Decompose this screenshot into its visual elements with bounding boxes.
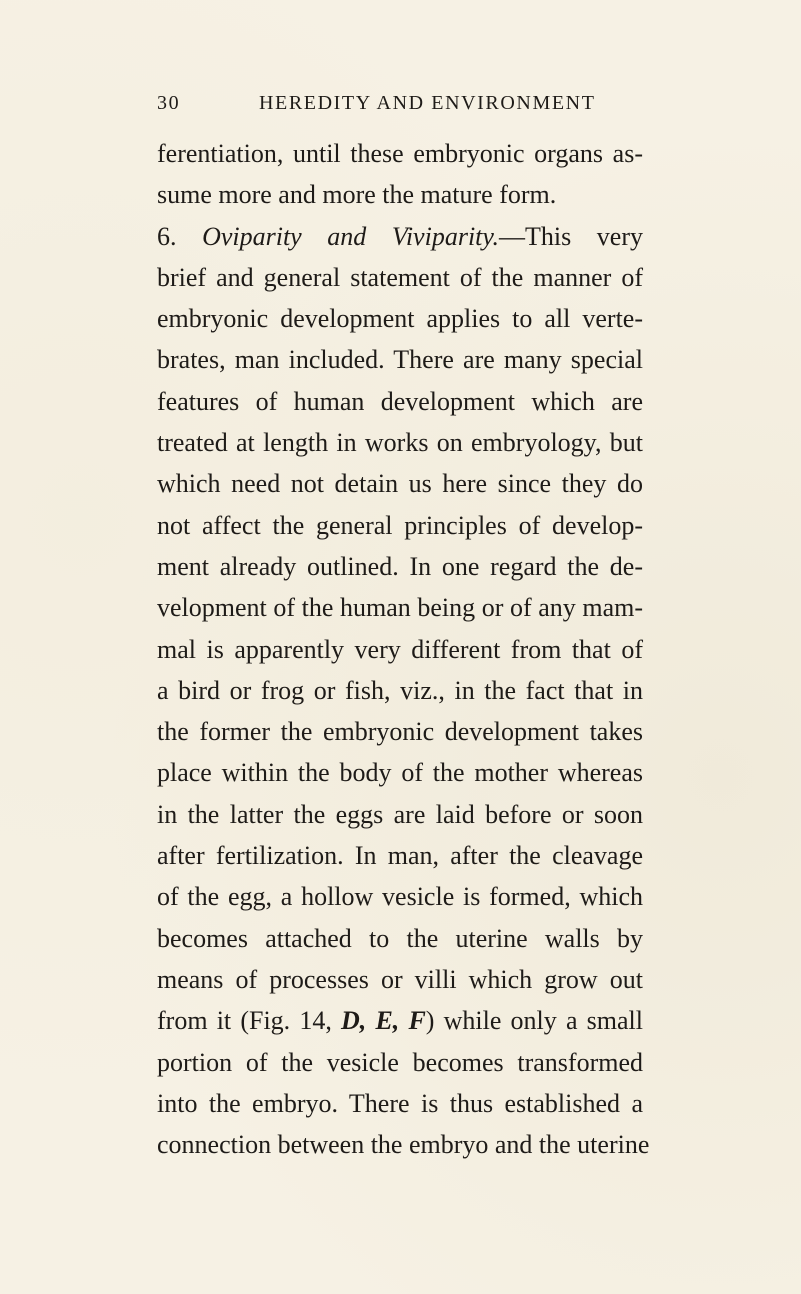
text-line: sume more and more the mature form. [157, 180, 557, 210]
figure-ref-tail: ) while only a small [425, 1006, 643, 1036]
running-head: HEREDITY AND ENVIRONMENT [259, 92, 596, 114]
section-heading-line [157, 216, 643, 257]
text-line: of the egg, a hollow vesicle is formed, which [157, 882, 643, 912]
figure-ref-letters: D, E, F [341, 1006, 426, 1036]
section-number: 6. [157, 221, 203, 251]
page-number: 30 [157, 92, 181, 114]
text-line: velopment of the human being or of any mam- [157, 593, 643, 623]
page-header [157, 92, 643, 120]
figure-reference-line [157, 1000, 643, 1041]
text-line: connection between the embryo and the uterine [157, 1130, 650, 1160]
section-lead-text: —This very [499, 221, 643, 251]
text-line: embryonic development applies to all verte- [157, 304, 643, 334]
text-line: which need not detain us here since they do [157, 469, 643, 499]
text-line: the former the embryonic development takes [157, 717, 643, 747]
text-line: in the latter the eggs are laid before or soon [157, 799, 643, 829]
text-line: portion of the vesicle becomes transformed [157, 1047, 643, 1077]
text-line: into the embryo. There is thus established a [157, 1088, 643, 1118]
text-line: mal is apparently very different from that of [157, 634, 643, 664]
text-line: a bird or frog or fish, viz., in the fact that in [157, 675, 643, 705]
text-line: ment already outlined. In one regard the de- [157, 551, 643, 581]
text-line: features of human development which are [157, 386, 643, 416]
text-line: brief and general statement of the manner of [157, 262, 643, 292]
text-line: means of processes or villi which grow out [157, 964, 643, 994]
figure-ref-lead: from it (Fig. 14, [157, 1006, 341, 1036]
text-line: not affect the general principles of develop- [157, 510, 643, 540]
text-line: brates, man included. There are many special [157, 345, 643, 375]
body-text [157, 133, 650, 1165]
text-line: becomes attached to the uterine walls by [157, 923, 643, 953]
text-line: treated at length in works on embryology, but [157, 428, 643, 458]
text-line: ferentiation, until these embryonic organs as- [157, 139, 643, 168]
section-title: Oviparity and Viviparity. [202, 221, 499, 251]
text-line: place within the body of the mother whereas [157, 758, 643, 788]
text-line: after fertilization. In man, after the cleavage [157, 841, 643, 871]
